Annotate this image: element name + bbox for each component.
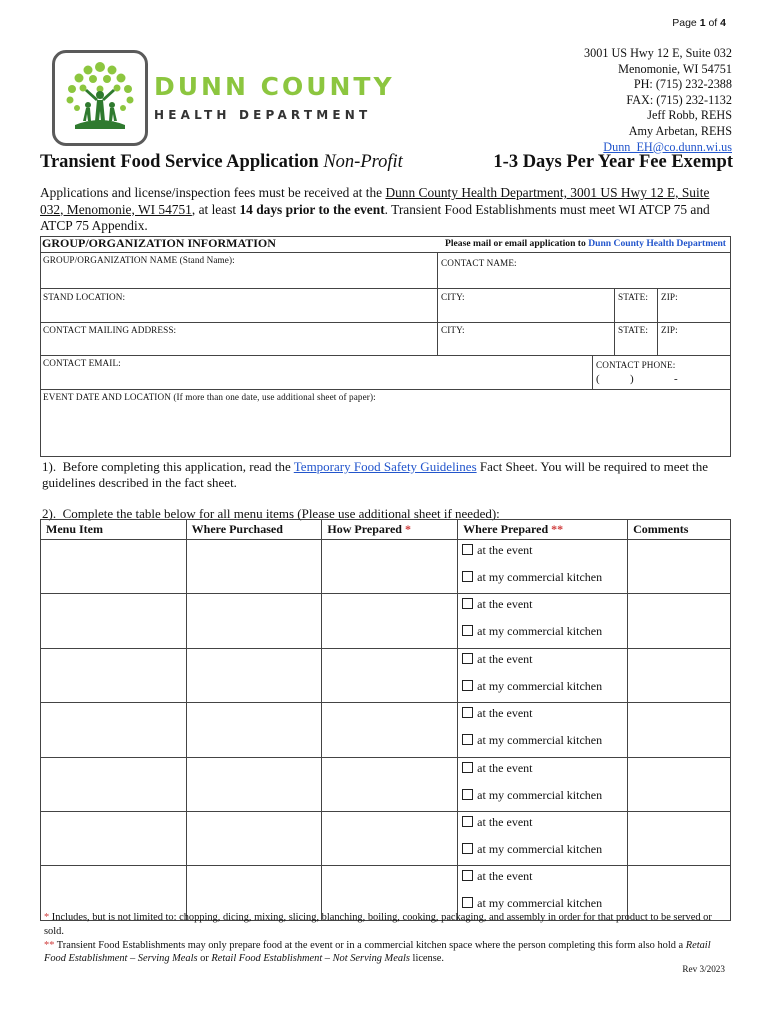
stand-state-label: STATE: <box>618 292 648 302</box>
footnote-2-or: or <box>197 953 212 965</box>
checkbox-icon[interactable] <box>462 544 473 555</box>
menu-item-cell[interactable] <box>41 703 187 757</box>
comments-cell[interactable] <box>628 594 731 648</box>
stand-zip-label: ZIP: <box>661 292 678 302</box>
address-street: 3001 US Hwy 12 E, Suite 032 <box>584 46 732 60</box>
step-2-text: Complete the table below for <box>62 506 218 521</box>
intro-text-3: . Transient Food Establishments must meet WI ATCP 75 and ATCP 75 Appendix. <box>40 201 710 233</box>
checkbox-icon[interactable] <box>462 843 473 854</box>
double-asterisk-mark: ** <box>551 522 564 536</box>
intro-text-2: , at least <box>191 201 240 217</box>
group-info-heading: GROUP/ORGANIZATION INFORMATION <box>42 236 276 250</box>
checkbox-icon[interactable] <box>462 625 473 636</box>
menu-item-cell[interactable] <box>41 757 187 811</box>
option-commercial-kitchen[interactable] <box>462 842 627 856</box>
stand-state-field[interactable] <box>615 303 656 321</box>
footnote-1 <box>44 911 734 939</box>
option-at-event[interactable] <box>462 761 627 775</box>
group-name-label: GROUP/ORGANIZATION NAME (Stand Name): <box>43 255 235 265</box>
where-prepared-text: Where Prepared <box>463 522 549 536</box>
page-label: Page <box>672 17 697 29</box>
where-purchased-cell[interactable] <box>186 540 322 594</box>
revision-date: Rev 3/2023 <box>682 964 725 974</box>
table-row <box>41 757 731 811</box>
address-city: Menomonie, WI 54751 <box>618 61 732 76</box>
option-at-event[interactable] <box>462 815 627 829</box>
page-current: 1 <box>699 17 706 29</box>
checkbox-icon[interactable] <box>462 897 473 908</box>
stand-zip-field[interactable] <box>658 303 730 321</box>
department-address-link[interactable]: Dunn County Health Department, 3001 US Hwy 12 E, Suite 032, Menomonie, WI 54751 <box>40 185 710 217</box>
option-at-event-label: at the event <box>477 760 533 775</box>
footnotes <box>44 911 734 966</box>
how-prepared-cell[interactable] <box>322 648 458 702</box>
address-fax: FAX: (715) 232-1132 <box>626 92 732 107</box>
option-at-event-label: at the event <box>477 706 533 721</box>
checkbox-icon[interactable] <box>462 870 473 881</box>
how-prepared-cell[interactable] <box>322 703 458 757</box>
option-at-event-label: at the event <box>477 543 533 557</box>
checkbox-icon[interactable] <box>462 571 473 582</box>
phone-paren-open: ( <box>596 373 600 385</box>
how-prepared-cell[interactable] <box>322 594 458 648</box>
logo-title: DUNN COUNTY <box>154 72 395 101</box>
asterisk-mark: * <box>404 522 411 536</box>
license-type-serving: Retail Food Establishment – Serving Meals <box>44 939 711 965</box>
option-at-event[interactable] <box>462 869 627 883</box>
form-divider <box>40 252 731 253</box>
step-1-text: Before completing this application, read the <box>62 459 294 474</box>
checkbox-icon[interactable] <box>462 789 473 800</box>
option-at-event-label: at the event <box>477 651 533 666</box>
address-contact-2: Amy Arbetan, REHS <box>628 123 732 138</box>
checkbox-icon[interactable] <box>462 598 473 609</box>
option-kitchen-label: at my commercial kitchen <box>477 733 603 748</box>
mailing-address-label: CONTACT MAILING ADDRESS: <box>43 325 177 335</box>
comments-cell[interactable] <box>628 540 731 594</box>
footnote-2-mark: ** <box>44 939 55 951</box>
logo-subtitle: HEALTH DEPARTMENT <box>154 108 372 122</box>
option-kitchen-label: at my commercial kitchen <box>477 896 603 911</box>
footnote-1-text: Includes, but is not limited to: chopping, dicing, mixing, slicing, blanching, boiling, cooking, packaging, and assembly in order for that product to be served or sold. <box>44 912 712 937</box>
stand-location-field[interactable] <box>41 303 436 321</box>
option-at-event-label: at the event <box>477 814 533 829</box>
table-row <box>41 648 731 702</box>
option-commercial-kitchen[interactable] <box>462 788 627 802</box>
option-at-event[interactable] <box>462 706 627 720</box>
page-title <box>40 152 403 173</box>
menu-item-cell[interactable] <box>41 540 187 594</box>
header-menu-item: Menu Item <box>41 520 187 540</box>
menu-item-cell[interactable] <box>41 648 187 702</box>
option-kitchen-label: at my commercial kitchen <box>477 841 603 856</box>
step-2-text-2: menu items (Please use additional sheet if needed): <box>230 506 500 521</box>
table-row <box>41 811 731 865</box>
header-where-prepared <box>458 520 628 540</box>
menu-item-cell[interactable] <box>41 811 187 865</box>
option-kitchen-label: at my commercial kitchen <box>477 624 603 639</box>
mailing-city-label: CITY: <box>441 325 465 335</box>
page-number <box>672 17 726 29</box>
footnote-2 <box>44 939 734 967</box>
mailing-city-field[interactable] <box>438 336 613 354</box>
where-purchased-cell[interactable] <box>186 648 322 702</box>
footnote-2-text: Transient Food Establishments may only prepare food at the event or in a commercial kitchen space where the person completing this form also hold a <box>54 939 686 951</box>
contact-email-field[interactable] <box>41 369 591 388</box>
how-prepared-cell[interactable] <box>322 811 458 865</box>
mailing-zip-label: ZIP: <box>661 325 678 335</box>
option-commercial-kitchen[interactable] <box>462 896 627 910</box>
contact-phone-label: CONTACT PHONE: <box>596 360 676 370</box>
mail-department-link[interactable]: Dunn County Health Department <box>588 238 726 249</box>
contact-name-label: CONTACT NAME: <box>441 258 517 268</box>
where-prepared-cell <box>458 703 628 757</box>
email-link[interactable]: Dunn_EH@co.dunn.wi.us <box>603 139 732 154</box>
option-at-event[interactable] <box>462 652 627 666</box>
footnote-1-mark: * <box>44 912 50 923</box>
header-how-prepared <box>322 520 458 540</box>
checkbox-icon[interactable] <box>462 680 473 691</box>
contact-name-field[interactable] <box>438 268 730 287</box>
menu-table-body <box>41 540 731 921</box>
mail-text: Please mail or email application to <box>445 238 589 249</box>
form-divider <box>40 389 731 390</box>
page-total: 4 <box>720 17 726 29</box>
form-divider <box>40 355 731 356</box>
where-prepared-cell <box>458 811 628 865</box>
group-name-field[interactable] <box>41 266 436 287</box>
stand-city-label: CITY: <box>441 292 465 302</box>
table-row <box>41 703 731 757</box>
phone-dash: - <box>674 373 678 385</box>
tree-people-icon <box>55 53 145 143</box>
where-prepared-cell <box>458 540 628 594</box>
where-purchased-cell[interactable] <box>186 594 322 648</box>
step-2-number: 2). <box>42 506 57 521</box>
stand-city-field[interactable] <box>438 303 613 321</box>
menu-item-cell[interactable] <box>41 594 187 648</box>
comments-cell[interactable] <box>628 811 731 865</box>
health-department-logo <box>52 50 432 150</box>
comments-cell[interactable] <box>628 648 731 702</box>
address-phone: PH: (715) 232-2388 <box>633 77 732 92</box>
table-row <box>41 594 731 648</box>
how-prepared-text: How Prepared <box>327 522 402 536</box>
event-date-location-field[interactable] <box>41 403 730 456</box>
mailing-state-label: STATE: <box>618 325 648 335</box>
tree-emblem <box>52 50 148 146</box>
checkbox-icon[interactable] <box>462 734 473 745</box>
checkbox-icon[interactable] <box>462 762 473 773</box>
checkbox-icon[interactable] <box>462 653 473 664</box>
option-commercial-kitchen[interactable] <box>462 733 627 747</box>
title-main: Transient Food Service Application <box>40 152 319 172</box>
address-contact-1: Jeff Robb, REHS <box>647 108 732 123</box>
how-prepared-cell[interactable] <box>322 757 458 811</box>
table-header-row <box>41 520 731 540</box>
where-prepared-cell <box>458 648 628 702</box>
comments-cell[interactable] <box>628 757 731 811</box>
where-purchased-cell[interactable] <box>186 703 322 757</box>
food-safety-guidelines-link[interactable]: Temporary Food Safety Guidelines <box>293 459 477 474</box>
step-2-emphasis: all <box>217 506 231 521</box>
intro-deadline: 14 days prior to the event <box>239 201 385 217</box>
option-commercial-kitchen[interactable] <box>462 624 627 638</box>
where-purchased-cell[interactable] <box>186 757 322 811</box>
intro-text-1: Applications and license/inspection fees must be received at the <box>40 185 386 200</box>
phone-paren-close: ) <box>630 373 634 385</box>
form-column-divider <box>592 355 593 389</box>
step-1-number: 1). <box>42 459 57 474</box>
stand-location-label: STAND LOCATION: <box>43 292 126 302</box>
form-divider <box>40 322 731 323</box>
option-kitchen-label: at my commercial kitchen <box>477 570 603 584</box>
option-at-event[interactable] <box>462 543 627 557</box>
option-kitchen-label: at my commercial kitchen <box>477 787 603 802</box>
comments-cell[interactable] <box>628 703 731 757</box>
form-divider <box>40 288 731 289</box>
option-at-event-label: at the event <box>477 597 533 612</box>
fee-exempt-title: 1-3 Days Per Year Fee Exempt <box>493 152 733 172</box>
step-1-text-2: Fact Sheet. You will be required to meet the guidelines described in the fact sheet. <box>42 459 709 490</box>
title-italic: Non-Profit <box>323 152 403 172</box>
option-kitchen-label: at my commercial kitchen <box>477 678 603 693</box>
table-row <box>41 540 731 594</box>
contact-address-block <box>584 46 732 155</box>
mailing-address-field[interactable] <box>41 336 436 354</box>
intro-paragraph <box>40 185 730 235</box>
where-prepared-cell <box>458 757 628 811</box>
mail-instruction <box>445 238 726 249</box>
option-commercial-kitchen[interactable] <box>462 679 627 693</box>
step-1-instruction <box>42 459 732 491</box>
header-where-purchased: Where Purchased <box>186 520 322 540</box>
option-commercial-kitchen[interactable] <box>462 570 627 584</box>
event-date-location-label: EVENT DATE AND LOCATION (If more than one date, use additional sheet of paper): <box>43 392 376 402</box>
header-comments: Comments <box>628 520 731 540</box>
contact-email-label: CONTACT EMAIL: <box>43 358 121 368</box>
mailing-zip-field[interactable] <box>658 336 730 354</box>
page-of: of <box>708 17 718 29</box>
how-prepared-cell[interactable] <box>322 540 458 594</box>
license-type-not-serving: Retail Food Establishment – Not Serving Meals <box>211 953 410 965</box>
contact-phone-field[interactable] <box>596 373 730 388</box>
mailing-state-field[interactable] <box>615 336 656 354</box>
menu-items-table <box>40 519 731 921</box>
checkbox-icon[interactable] <box>462 816 473 827</box>
option-at-event[interactable] <box>462 597 627 611</box>
option-at-event-label: at the event <box>477 869 533 884</box>
checkbox-icon[interactable] <box>462 707 473 718</box>
footnote-2-end: license. <box>409 953 444 965</box>
where-prepared-cell <box>458 594 628 648</box>
where-purchased-cell[interactable] <box>186 811 322 865</box>
